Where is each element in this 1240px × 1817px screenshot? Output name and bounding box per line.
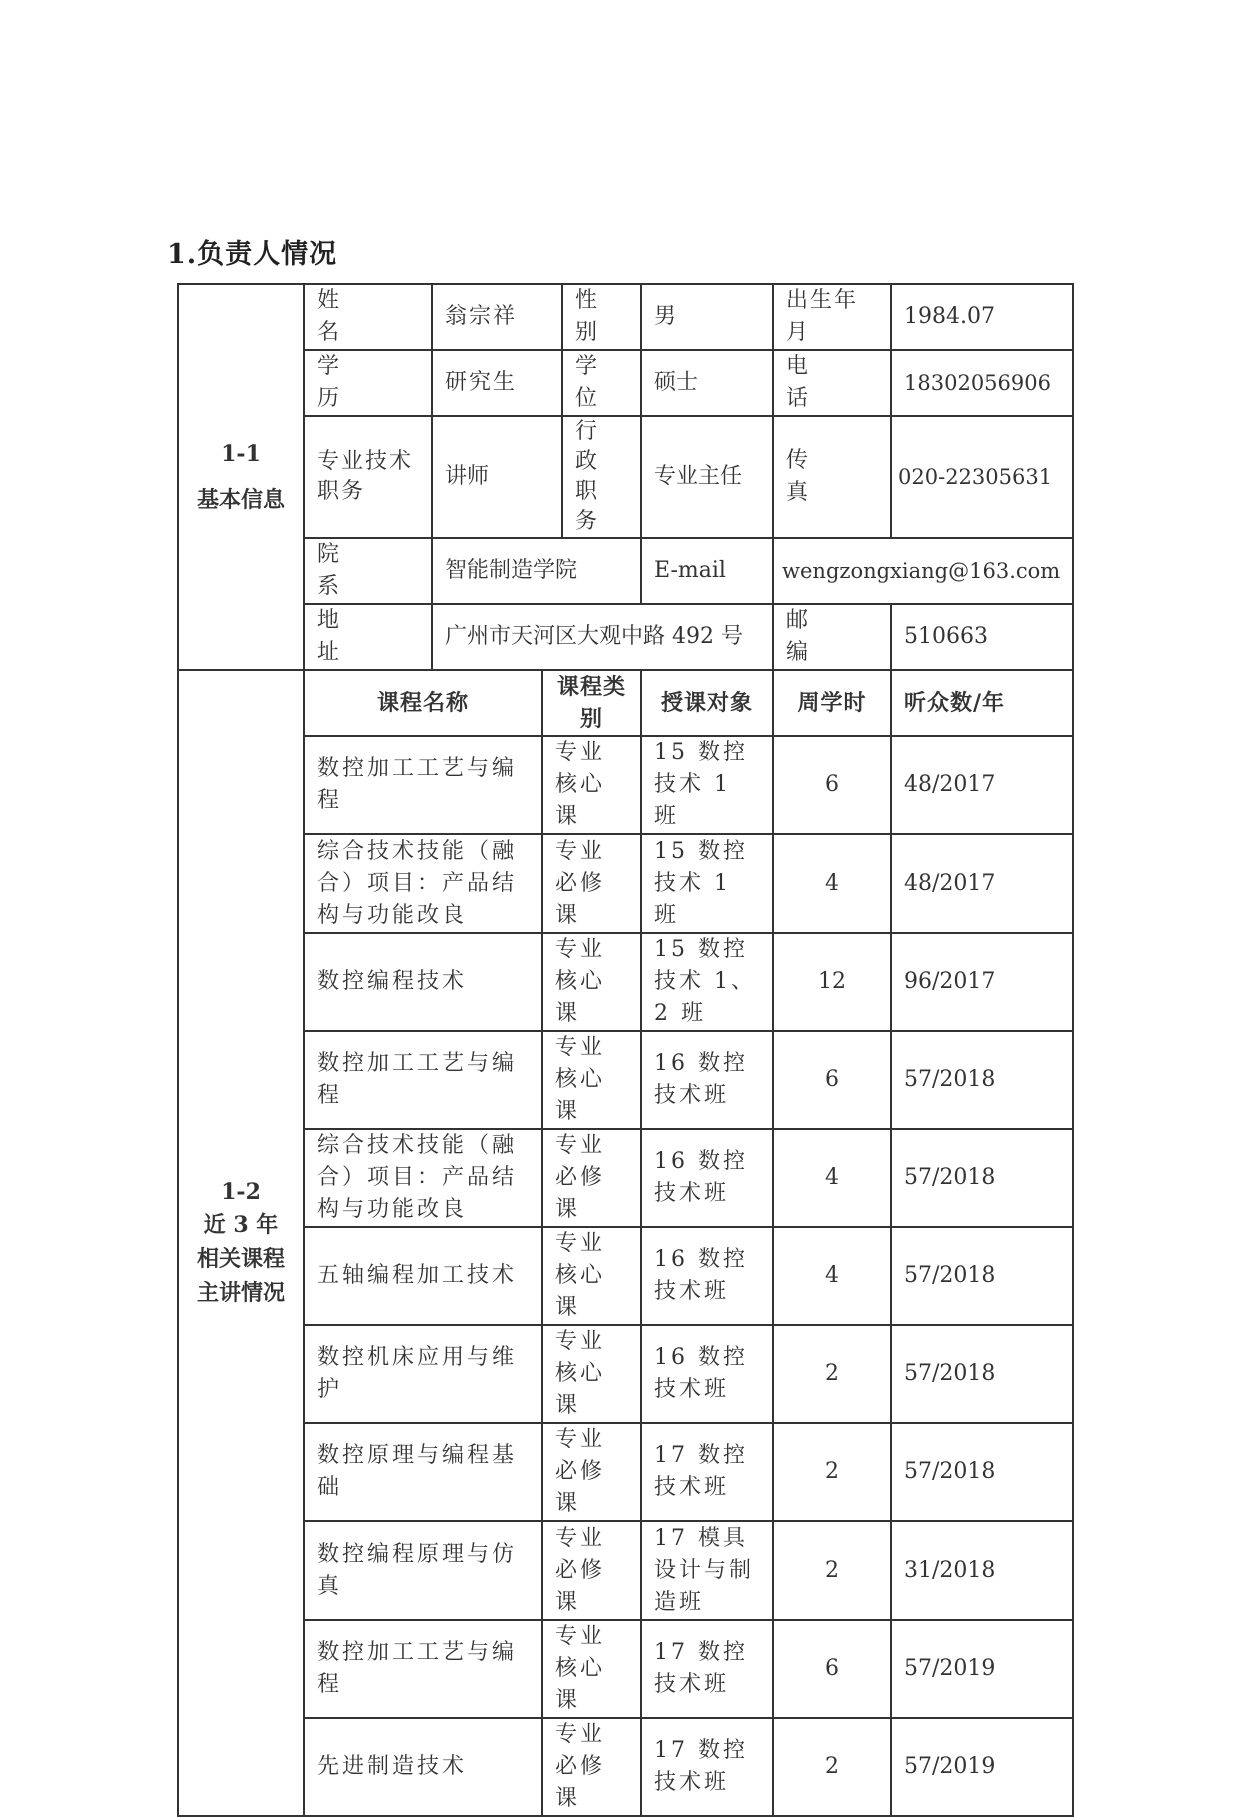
gender-label: 性 别	[562, 284, 641, 350]
course-type: 专业必修课	[542, 1129, 641, 1227]
course-target: 17 数控技术班	[641, 1620, 773, 1718]
basic-row-1	[178, 284, 1073, 350]
course-hours: 2	[773, 1521, 891, 1620]
course-type: 专业核心课	[542, 1620, 641, 1718]
course-audience: 31/2018	[891, 1521, 1073, 1620]
table-row	[178, 1521, 1073, 1620]
course-name: 综合技术技能（融合）项目：产品结构与功能改良	[304, 1129, 542, 1227]
table-row	[178, 1227, 1073, 1325]
course-target: 15 数控技术 1、2 班	[641, 933, 773, 1031]
table-row	[178, 834, 1073, 933]
course-name: 综合技术技能（融合）项目：产品结构与功能改良	[304, 834, 542, 933]
dept-label: 院 系	[304, 538, 432, 604]
course-audience: 57/2018	[891, 1325, 1073, 1423]
course-target: 16 数控技术班	[641, 1227, 773, 1325]
course-type: 专业必修课	[542, 1718, 641, 1816]
course-hours: 6	[773, 736, 891, 834]
education-value: 研究生	[432, 350, 562, 416]
course-audience: 57/2019	[891, 1620, 1073, 1718]
table-row	[178, 736, 1073, 834]
course-target: 17 数控技术班	[641, 1423, 773, 1521]
course-target: 16 数控技术班	[641, 1325, 773, 1423]
table-row	[178, 1129, 1073, 1227]
course-audience: 57/2018	[891, 1423, 1073, 1521]
table-row	[178, 1718, 1073, 1816]
course-type: 专业核心课	[542, 933, 641, 1031]
course-name: 数控加工工艺与编程	[304, 1031, 542, 1129]
name-value: 翁宗祥	[432, 284, 562, 350]
header-target: 授课对象	[641, 670, 773, 736]
course-header-row	[178, 670, 1073, 736]
course-hours: 6	[773, 1620, 891, 1718]
course-type: 专业核心课	[542, 1227, 641, 1325]
admin-value: 专业主任	[641, 416, 773, 538]
course-name: 数控原理与编程基础	[304, 1423, 542, 1521]
birth-value: 1984.07	[891, 284, 1073, 350]
course-hours: 4	[773, 834, 891, 933]
course-audience: 57/2018	[891, 1031, 1073, 1129]
basic-row-5	[178, 604, 1073, 670]
education-label: 学 历	[304, 350, 432, 416]
course-target: 16 数控技术班	[641, 1031, 773, 1129]
fax-value: 020-22305631	[891, 416, 1073, 538]
title-label: 专业技术职务	[304, 416, 432, 538]
table-row	[178, 1620, 1073, 1718]
course-audience: 48/2017	[891, 736, 1073, 834]
course-audience: 57/2018	[891, 1227, 1073, 1325]
course-name: 五轴编程加工技术	[304, 1227, 542, 1325]
course-name: 数控编程原理与仿真	[304, 1521, 542, 1620]
info-table	[177, 283, 1074, 1817]
course-audience: 48/2017	[891, 834, 1073, 933]
birth-label: 出生年月	[773, 284, 891, 350]
phone-value: 18302056906	[891, 350, 1073, 416]
course-type: 专业必修课	[542, 1423, 641, 1521]
section-title: 1.负责人情况	[167, 239, 338, 270]
basic-row-2	[178, 350, 1073, 416]
course-hours: 4	[773, 1227, 891, 1325]
email-value: wengzongxiang@163.com	[773, 538, 1073, 604]
course-hours: 2	[773, 1718, 891, 1816]
name-label: 姓 名	[304, 284, 432, 350]
course-target: 16 数控技术班	[641, 1129, 773, 1227]
course-hours: 4	[773, 1129, 891, 1227]
header-course-name: 课程名称	[304, 670, 542, 736]
course-type: 专业必修课	[542, 1521, 641, 1620]
course-audience: 57/2018	[891, 1129, 1073, 1227]
table-row	[178, 1325, 1073, 1423]
course-type: 专业必修课	[542, 834, 641, 933]
admin-label: 行 政职 务	[562, 416, 641, 538]
course-type: 专业核心课	[542, 1031, 641, 1129]
zip-value: 510663	[891, 604, 1073, 670]
degree-label: 学 位	[562, 350, 641, 416]
basic-row-3	[178, 416, 1073, 538]
course-section-label: 1-2 近 3 年相关课程主讲情况	[178, 670, 304, 1816]
header-audience: 听众数/年	[891, 670, 1073, 736]
fax-label: 传 真	[773, 416, 891, 538]
degree-value: 硕士	[641, 350, 773, 416]
course-hours: 12	[773, 933, 891, 1031]
course-name: 数控加工工艺与编程	[304, 1620, 542, 1718]
course-name: 先进制造技术	[304, 1718, 542, 1816]
table-row	[178, 933, 1073, 1031]
course-target: 15 数控技术 1 班	[641, 834, 773, 933]
course-name: 数控机床应用与维护	[304, 1325, 542, 1423]
zip-label: 邮 编	[773, 604, 891, 670]
course-name: 数控加工工艺与编程	[304, 736, 542, 834]
dept-value: 智能制造学院	[432, 538, 641, 604]
address-label: 地 址	[304, 604, 432, 670]
course-hours: 6	[773, 1031, 891, 1129]
address-value: 广州市天河区大观中路 492 号	[432, 604, 773, 670]
title-value: 讲师	[432, 416, 562, 538]
header-hours: 周学时	[773, 670, 891, 736]
header-course-type: 课程类别	[542, 670, 641, 736]
course-audience: 96/2017	[891, 933, 1073, 1031]
email-label: E-mail	[641, 538, 773, 604]
phone-label: 电 话	[773, 350, 891, 416]
table-row	[178, 1031, 1073, 1129]
course-hours: 2	[773, 1423, 891, 1521]
table-row	[178, 1423, 1073, 1521]
course-target: 17 模具设计与制造班	[641, 1521, 773, 1620]
course-audience: 57/2019	[891, 1718, 1073, 1816]
course-target: 17 数控技术班	[641, 1718, 773, 1816]
course-hours: 2	[773, 1325, 891, 1423]
basic-section-label: 1-1 基本信息	[178, 284, 304, 670]
course-target: 15 数控技术 1 班	[641, 736, 773, 834]
gender-value: 男	[641, 284, 773, 350]
course-type: 专业核心课	[542, 1325, 641, 1423]
basic-row-4	[178, 538, 1073, 604]
course-type: 专业核心课	[542, 736, 641, 834]
course-name: 数控编程技术	[304, 933, 542, 1031]
